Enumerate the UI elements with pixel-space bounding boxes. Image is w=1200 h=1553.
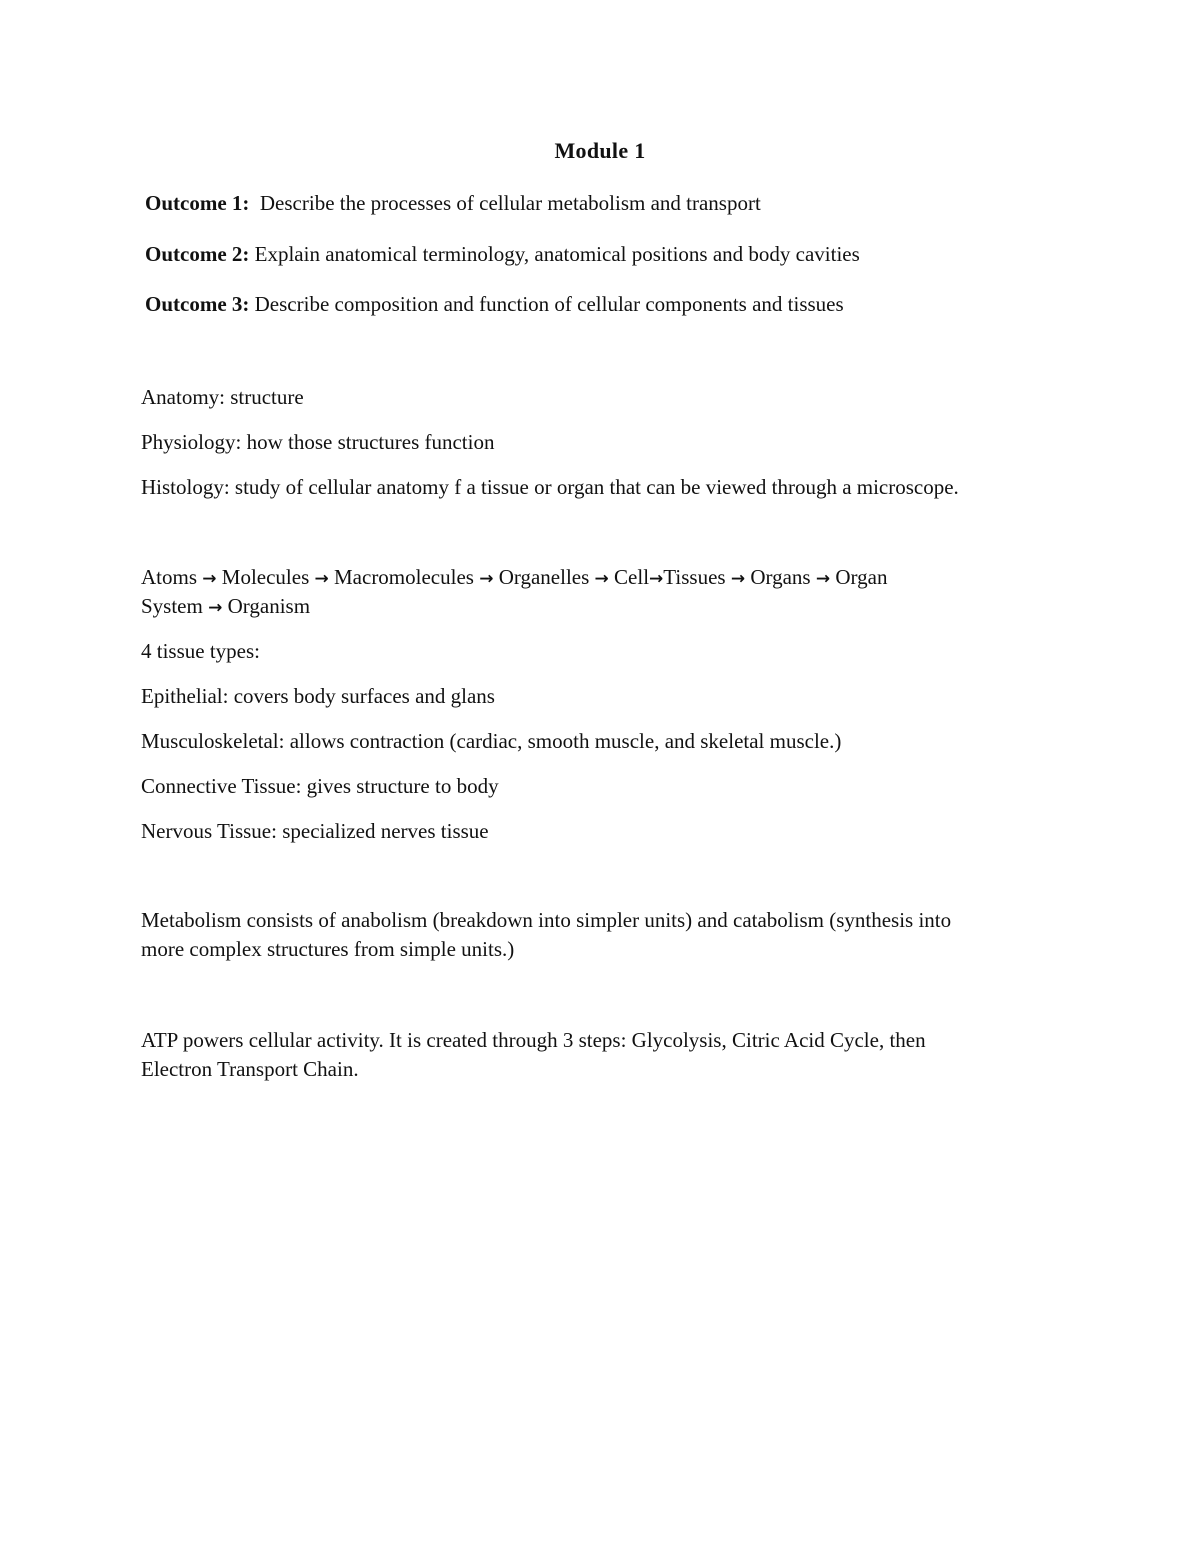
hierarchy-item: Organ — [830, 565, 888, 589]
hierarchy-item: Cell — [608, 565, 650, 589]
outcome-text: Describe composition and function of cellular components and tissues — [249, 292, 844, 316]
arrow-right-icon: → — [479, 569, 494, 589]
hierarchy-item: Organs — [745, 565, 816, 589]
hierarchy-line-2 — [141, 591, 1081, 623]
arrow-right-icon: → — [730, 569, 746, 589]
page-title: Module 1 — [554, 138, 646, 163]
hierarchy-line-1 — [141, 562, 1081, 594]
hierarchy-item: Tissues — [663, 565, 731, 589]
tissue-nervous: Nervous Tissue: specialized nerves tissue — [141, 819, 489, 843]
outcome-1 — [145, 188, 1085, 218]
atp-line-1: ATP powers cellular activity. It is created through 3 steps: Glycolysis, Citric Acid Cycle, then — [141, 1028, 926, 1052]
tissue-epithelial: Epithelial: covers body surfaces and glans — [141, 684, 495, 708]
arrow-right-icon: → — [202, 569, 217, 589]
definition-histology: Histology: study of cellular anatomy f a tissue or organ that can be viewed through a microscope. — [141, 475, 959, 499]
arrow-right-icon: → — [314, 569, 329, 589]
outcome-label: Outcome 3: — [145, 292, 250, 316]
hierarchy-item: Organelles — [493, 565, 595, 589]
metabolism-line-1: Metabolism consists of anabolism (breakdown into simpler units) and catabolism (synthesis into — [141, 908, 952, 932]
metabolism-line-2: more complex structures from simple units.) — [141, 937, 515, 961]
hierarchy-item: Organism — [222, 594, 311, 618]
atp-line-2: Electron Transport Chain. — [141, 1057, 359, 1081]
outcome-label: Outcome 2: — [145, 242, 250, 266]
hierarchy-item: System — [141, 594, 209, 618]
outcome-text: Describe the processes of cellular metabolism and transport — [249, 191, 761, 215]
hierarchy-item: Molecules — [216, 565, 315, 589]
definition-physiology: Physiology: how those structures function — [141, 430, 495, 454]
outcome-label: Outcome 1: — [145, 191, 250, 215]
tissue-musculoskeletal: Musculoskeletal: allows contraction (cardiac, smooth muscle, and skeletal muscle.) — [141, 729, 842, 753]
hierarchy-item: Macromolecules — [328, 565, 480, 589]
tissue-types-heading: 4 tissue types: — [141, 639, 260, 663]
arrow-right-icon: → — [594, 569, 609, 589]
outcome-3 — [145, 289, 1085, 319]
tissue-connective: Connective Tissue: gives structure to body — [141, 774, 499, 798]
arrow-right-icon: → — [208, 598, 223, 618]
arrow-right-icon: → — [815, 569, 831, 589]
outcome-2 — [145, 239, 1085, 269]
definition-anatomy: Anatomy: structure — [141, 385, 304, 409]
outcome-text: Explain anatomical terminology, anatomical positions and body cavities — [249, 242, 860, 266]
hierarchy-item: Atoms — [141, 565, 203, 589]
arrow-right-icon: → — [649, 569, 664, 589]
